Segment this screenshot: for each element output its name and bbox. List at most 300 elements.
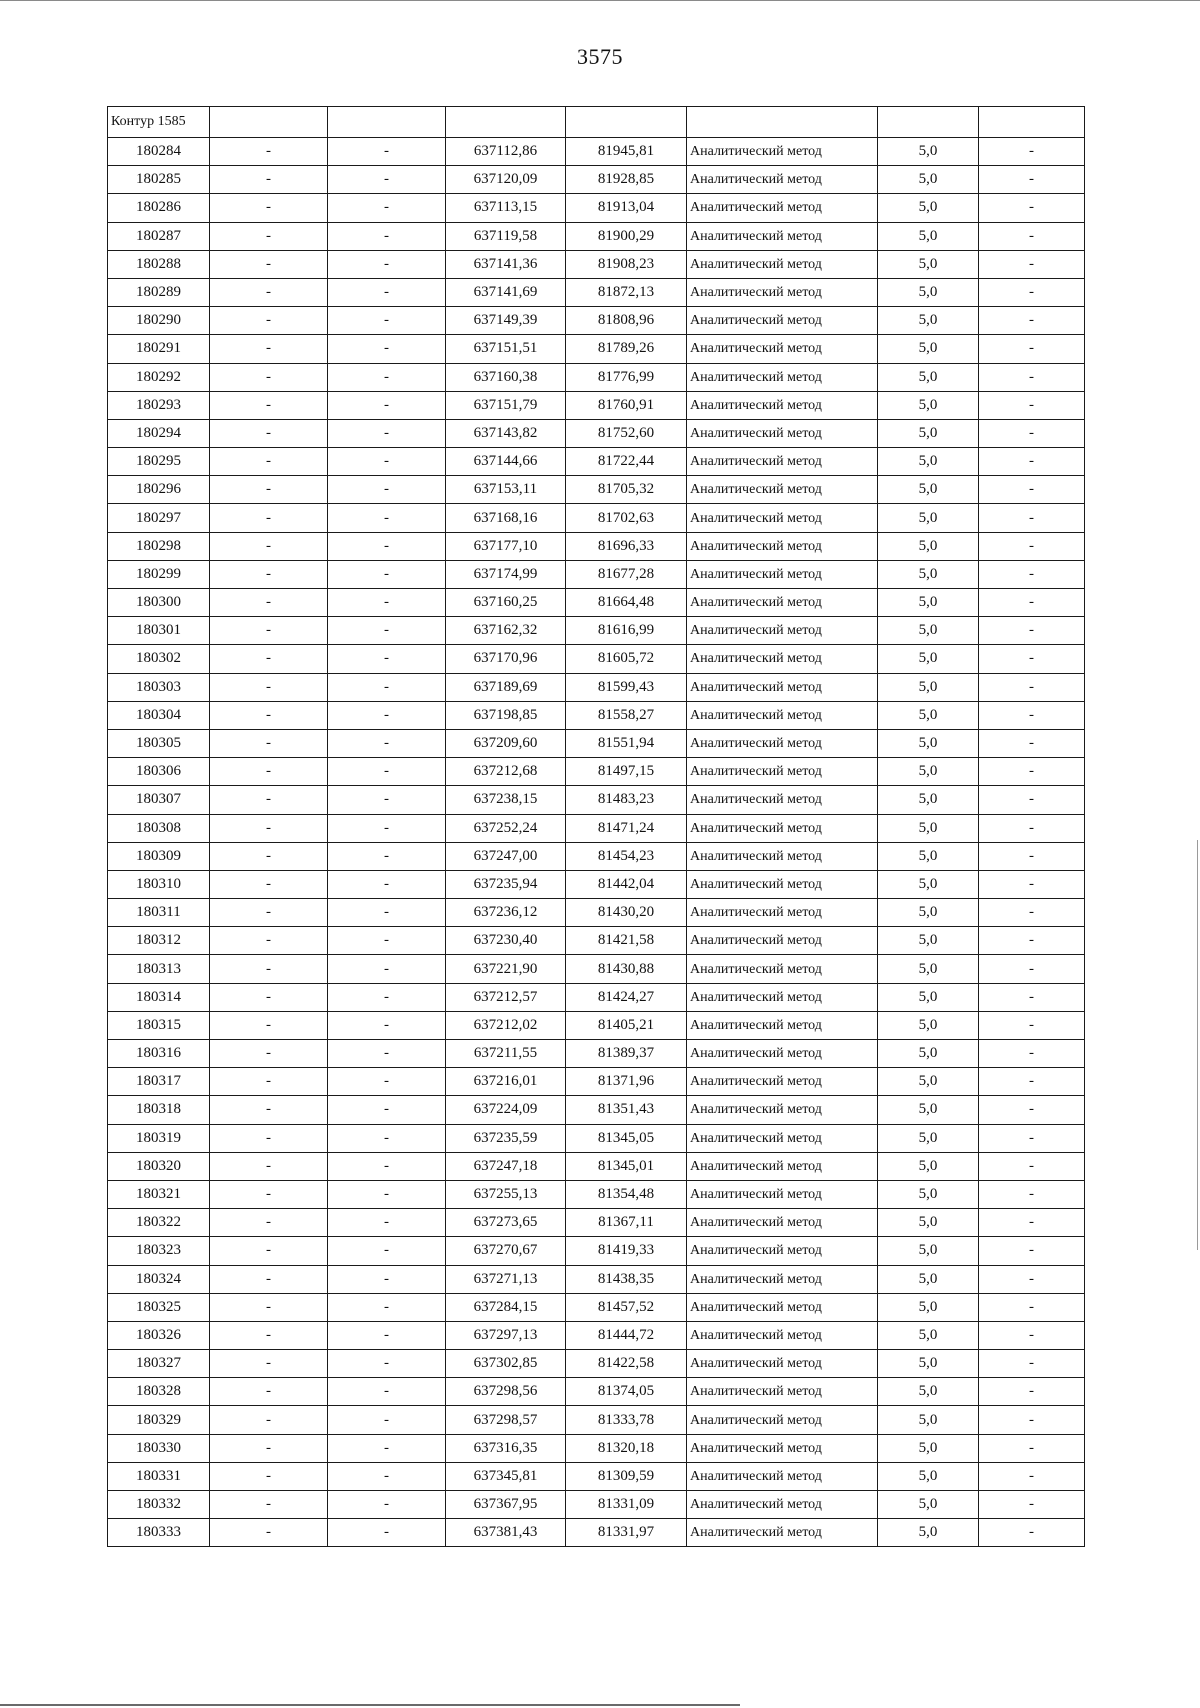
table-row bbox=[108, 1491, 1085, 1519]
accuracy-cell: 5,0 bbox=[878, 729, 979, 757]
x-coordinate-cell: 637230,40 bbox=[446, 927, 566, 955]
accuracy-cell: 5,0 bbox=[878, 1462, 979, 1490]
dash-cell: - bbox=[328, 870, 446, 898]
point-number-cell: 180328 bbox=[108, 1378, 210, 1406]
dash-cell: - bbox=[328, 842, 446, 870]
method-cell: Аналитический метод bbox=[687, 1491, 878, 1519]
contour-header-row bbox=[108, 107, 1085, 138]
point-number-cell: 180315 bbox=[108, 1011, 210, 1039]
dash-cell: - bbox=[328, 673, 446, 701]
dash-cell: - bbox=[210, 307, 328, 335]
y-coordinate-cell: 81331,09 bbox=[566, 1491, 687, 1519]
point-number-cell: 180313 bbox=[108, 955, 210, 983]
accuracy-cell: 5,0 bbox=[878, 673, 979, 701]
dash-cell: - bbox=[979, 1040, 1085, 1068]
accuracy-cell: 5,0 bbox=[878, 419, 979, 447]
dash-cell: - bbox=[210, 1152, 328, 1180]
method-cell: Аналитический метод bbox=[687, 419, 878, 447]
table-row bbox=[108, 1265, 1085, 1293]
table-row bbox=[108, 1462, 1085, 1490]
dash-cell: - bbox=[979, 1519, 1085, 1547]
y-coordinate-cell: 81702,63 bbox=[566, 504, 687, 532]
table-row bbox=[108, 1237, 1085, 1265]
x-coordinate-cell: 637168,16 bbox=[446, 504, 566, 532]
table-row bbox=[108, 335, 1085, 363]
dash-cell: - bbox=[328, 1040, 446, 1068]
table-row bbox=[108, 983, 1085, 1011]
dash-cell: - bbox=[979, 1462, 1085, 1490]
dash-cell: - bbox=[328, 138, 446, 166]
method-cell: Аналитический метод bbox=[687, 194, 878, 222]
accuracy-cell: 5,0 bbox=[878, 758, 979, 786]
dash-cell: - bbox=[979, 955, 1085, 983]
y-coordinate-cell: 81454,23 bbox=[566, 842, 687, 870]
dash-cell: - bbox=[210, 194, 328, 222]
x-coordinate-cell: 637297,13 bbox=[446, 1321, 566, 1349]
table-row bbox=[108, 1011, 1085, 1039]
dash-cell: - bbox=[210, 1350, 328, 1378]
point-number-cell: 180327 bbox=[108, 1350, 210, 1378]
accuracy-cell: 5,0 bbox=[878, 1124, 979, 1152]
empty-cell bbox=[979, 107, 1085, 138]
x-coordinate-cell: 637151,79 bbox=[446, 391, 566, 419]
method-cell: Аналитический метод bbox=[687, 138, 878, 166]
dash-cell: - bbox=[979, 1237, 1085, 1265]
x-coordinate-cell: 637198,85 bbox=[446, 701, 566, 729]
accuracy-cell: 5,0 bbox=[878, 1491, 979, 1519]
point-number-cell: 180285 bbox=[108, 166, 210, 194]
method-cell: Аналитический метод bbox=[687, 1124, 878, 1152]
dash-cell: - bbox=[328, 1434, 446, 1462]
table-row bbox=[108, 278, 1085, 306]
dash-cell: - bbox=[210, 870, 328, 898]
dash-cell: - bbox=[979, 1265, 1085, 1293]
point-number-cell: 180326 bbox=[108, 1321, 210, 1349]
contour-label: Контур 1585 bbox=[108, 107, 210, 138]
method-cell: Аналитический метод bbox=[687, 927, 878, 955]
dash-cell: - bbox=[979, 814, 1085, 842]
table-row bbox=[108, 673, 1085, 701]
y-coordinate-cell: 81421,58 bbox=[566, 927, 687, 955]
table-row bbox=[108, 786, 1085, 814]
accuracy-cell: 5,0 bbox=[878, 476, 979, 504]
table-row bbox=[108, 1040, 1085, 1068]
dash-cell: - bbox=[210, 786, 328, 814]
point-number-cell: 180332 bbox=[108, 1491, 210, 1519]
dash-cell: - bbox=[328, 814, 446, 842]
table-row bbox=[108, 955, 1085, 983]
accuracy-cell: 5,0 bbox=[878, 1068, 979, 1096]
method-cell: Аналитический метод bbox=[687, 1152, 878, 1180]
dash-cell: - bbox=[979, 1406, 1085, 1434]
dash-cell: - bbox=[979, 166, 1085, 194]
y-coordinate-cell: 81457,52 bbox=[566, 1293, 687, 1321]
dash-cell: - bbox=[328, 1124, 446, 1152]
dash-cell: - bbox=[328, 1011, 446, 1039]
table-row bbox=[108, 1293, 1085, 1321]
y-coordinate-cell: 81345,01 bbox=[566, 1152, 687, 1180]
point-number-cell: 180300 bbox=[108, 589, 210, 617]
point-number-cell: 180292 bbox=[108, 363, 210, 391]
x-coordinate-cell: 637153,11 bbox=[446, 476, 566, 504]
dash-cell: - bbox=[210, 278, 328, 306]
dash-cell: - bbox=[210, 589, 328, 617]
table-row bbox=[108, 701, 1085, 729]
accuracy-cell: 5,0 bbox=[878, 645, 979, 673]
method-cell: Аналитический метод bbox=[687, 983, 878, 1011]
method-cell: Аналитический метод bbox=[687, 1406, 878, 1434]
dash-cell: - bbox=[979, 250, 1085, 278]
x-coordinate-cell: 637235,59 bbox=[446, 1124, 566, 1152]
table-row bbox=[108, 1068, 1085, 1096]
dash-cell: - bbox=[210, 1293, 328, 1321]
dash-cell: - bbox=[979, 138, 1085, 166]
dash-cell: - bbox=[979, 1180, 1085, 1208]
dash-cell: - bbox=[210, 250, 328, 278]
dash-cell: - bbox=[328, 363, 446, 391]
dash-cell: - bbox=[328, 927, 446, 955]
dash-cell: - bbox=[979, 617, 1085, 645]
y-coordinate-cell: 81374,05 bbox=[566, 1378, 687, 1406]
table-row bbox=[108, 1321, 1085, 1349]
method-cell: Аналитический метод bbox=[687, 504, 878, 532]
method-cell: Аналитический метод bbox=[687, 363, 878, 391]
x-coordinate-cell: 637174,99 bbox=[446, 560, 566, 588]
accuracy-cell: 5,0 bbox=[878, 363, 979, 391]
dash-cell: - bbox=[210, 504, 328, 532]
method-cell: Аналитический метод bbox=[687, 786, 878, 814]
x-coordinate-cell: 637302,85 bbox=[446, 1350, 566, 1378]
point-number-cell: 180314 bbox=[108, 983, 210, 1011]
method-cell: Аналитический метод bbox=[687, 278, 878, 306]
method-cell: Аналитический метод bbox=[687, 222, 878, 250]
method-cell: Аналитический метод bbox=[687, 701, 878, 729]
y-coordinate-cell: 81371,96 bbox=[566, 1068, 687, 1096]
dash-cell: - bbox=[210, 222, 328, 250]
dash-cell: - bbox=[979, 363, 1085, 391]
table-row bbox=[108, 560, 1085, 588]
dash-cell: - bbox=[210, 1237, 328, 1265]
x-coordinate-cell: 637255,13 bbox=[446, 1180, 566, 1208]
x-coordinate-cell: 637144,66 bbox=[446, 448, 566, 476]
y-coordinate-cell: 81333,78 bbox=[566, 1406, 687, 1434]
point-number-cell: 180322 bbox=[108, 1209, 210, 1237]
point-number-cell: 180284 bbox=[108, 138, 210, 166]
dash-cell: - bbox=[328, 532, 446, 560]
table-row bbox=[108, 194, 1085, 222]
table-row bbox=[108, 814, 1085, 842]
y-coordinate-cell: 81389,37 bbox=[566, 1040, 687, 1068]
dash-cell: - bbox=[210, 955, 328, 983]
x-coordinate-cell: 637189,69 bbox=[446, 673, 566, 701]
dash-cell: - bbox=[210, 1124, 328, 1152]
dash-cell: - bbox=[979, 504, 1085, 532]
table-row bbox=[108, 589, 1085, 617]
accuracy-cell: 5,0 bbox=[878, 138, 979, 166]
dash-cell: - bbox=[979, 1491, 1085, 1519]
dash-cell: - bbox=[328, 504, 446, 532]
method-cell: Аналитический метод bbox=[687, 307, 878, 335]
dash-cell: - bbox=[979, 645, 1085, 673]
x-coordinate-cell: 637367,95 bbox=[446, 1491, 566, 1519]
y-coordinate-cell: 81419,33 bbox=[566, 1237, 687, 1265]
point-number-cell: 180311 bbox=[108, 899, 210, 927]
y-coordinate-cell: 81677,28 bbox=[566, 560, 687, 588]
accuracy-cell: 5,0 bbox=[878, 1434, 979, 1462]
empty-cell bbox=[210, 107, 328, 138]
accuracy-cell: 5,0 bbox=[878, 194, 979, 222]
table-row bbox=[108, 448, 1085, 476]
accuracy-cell: 5,0 bbox=[878, 617, 979, 645]
dash-cell: - bbox=[328, 166, 446, 194]
x-coordinate-cell: 637151,51 bbox=[446, 335, 566, 363]
dash-cell: - bbox=[979, 194, 1085, 222]
dash-cell: - bbox=[210, 448, 328, 476]
method-cell: Аналитический метод bbox=[687, 166, 878, 194]
x-coordinate-cell: 637284,15 bbox=[446, 1293, 566, 1321]
point-number-cell: 180308 bbox=[108, 814, 210, 842]
method-cell: Аналитический метод bbox=[687, 1180, 878, 1208]
table-row bbox=[108, 476, 1085, 504]
method-cell: Аналитический метод bbox=[687, 1434, 878, 1462]
dash-cell: - bbox=[979, 673, 1085, 701]
method-cell: Аналитический метод bbox=[687, 758, 878, 786]
y-coordinate-cell: 81945,81 bbox=[566, 138, 687, 166]
accuracy-cell: 5,0 bbox=[878, 448, 979, 476]
dash-cell: - bbox=[979, 899, 1085, 927]
dash-cell: - bbox=[328, 1096, 446, 1124]
dash-cell: - bbox=[210, 1491, 328, 1519]
accuracy-cell: 5,0 bbox=[878, 560, 979, 588]
empty-cell bbox=[566, 107, 687, 138]
table-row bbox=[108, 1096, 1085, 1124]
point-number-cell: 180306 bbox=[108, 758, 210, 786]
accuracy-cell: 5,0 bbox=[878, 955, 979, 983]
method-cell: Аналитический метод bbox=[687, 391, 878, 419]
table-row bbox=[108, 645, 1085, 673]
x-coordinate-cell: 637345,81 bbox=[446, 1462, 566, 1490]
dash-cell: - bbox=[210, 391, 328, 419]
y-coordinate-cell: 81616,99 bbox=[566, 617, 687, 645]
point-number-cell: 180290 bbox=[108, 307, 210, 335]
dash-cell: - bbox=[328, 1293, 446, 1321]
accuracy-cell: 5,0 bbox=[878, 1040, 979, 1068]
x-coordinate-cell: 637162,32 bbox=[446, 617, 566, 645]
y-coordinate-cell: 81430,88 bbox=[566, 955, 687, 983]
x-coordinate-cell: 637212,02 bbox=[446, 1011, 566, 1039]
y-coordinate-cell: 81497,15 bbox=[566, 758, 687, 786]
method-cell: Аналитический метод bbox=[687, 1068, 878, 1096]
table-row bbox=[108, 166, 1085, 194]
x-coordinate-cell: 637298,57 bbox=[446, 1406, 566, 1434]
method-cell: Аналитический метод bbox=[687, 1321, 878, 1349]
accuracy-cell: 5,0 bbox=[878, 814, 979, 842]
dash-cell: - bbox=[979, 983, 1085, 1011]
method-cell: Аналитический метод bbox=[687, 814, 878, 842]
x-coordinate-cell: 637381,43 bbox=[446, 1519, 566, 1547]
dash-cell: - bbox=[210, 1096, 328, 1124]
accuracy-cell: 5,0 bbox=[878, 1265, 979, 1293]
table-row bbox=[108, 1434, 1085, 1462]
dash-cell: - bbox=[210, 1406, 328, 1434]
x-coordinate-cell: 637160,25 bbox=[446, 589, 566, 617]
x-coordinate-cell: 637298,56 bbox=[446, 1378, 566, 1406]
dash-cell: - bbox=[210, 1434, 328, 1462]
y-coordinate-cell: 81808,96 bbox=[566, 307, 687, 335]
dash-cell: - bbox=[328, 645, 446, 673]
y-coordinate-cell: 81605,72 bbox=[566, 645, 687, 673]
dash-cell: - bbox=[328, 476, 446, 504]
point-number-cell: 180317 bbox=[108, 1068, 210, 1096]
accuracy-cell: 5,0 bbox=[878, 1293, 979, 1321]
y-coordinate-cell: 81424,27 bbox=[566, 983, 687, 1011]
dash-cell: - bbox=[979, 335, 1085, 363]
y-coordinate-cell: 81442,04 bbox=[566, 870, 687, 898]
x-coordinate-cell: 637149,39 bbox=[446, 307, 566, 335]
dash-cell: - bbox=[979, 1068, 1085, 1096]
dash-cell: - bbox=[979, 589, 1085, 617]
dash-cell: - bbox=[328, 1265, 446, 1293]
dash-cell: - bbox=[328, 278, 446, 306]
x-coordinate-cell: 637316,35 bbox=[446, 1434, 566, 1462]
coordinates-table-body bbox=[108, 107, 1085, 1547]
x-coordinate-cell: 637236,12 bbox=[446, 899, 566, 927]
method-cell: Аналитический метод bbox=[687, 1519, 878, 1547]
method-cell: Аналитический метод bbox=[687, 1011, 878, 1039]
table-row bbox=[108, 842, 1085, 870]
table-row bbox=[108, 250, 1085, 278]
dash-cell: - bbox=[979, 1152, 1085, 1180]
point-number-cell: 180330 bbox=[108, 1434, 210, 1462]
point-number-cell: 180329 bbox=[108, 1406, 210, 1434]
dash-cell: - bbox=[979, 1350, 1085, 1378]
dash-cell: - bbox=[979, 476, 1085, 504]
y-coordinate-cell: 81789,26 bbox=[566, 335, 687, 363]
dash-cell: - bbox=[328, 1321, 446, 1349]
table-row bbox=[108, 927, 1085, 955]
method-cell: Аналитический метод bbox=[687, 1293, 878, 1321]
y-coordinate-cell: 81705,32 bbox=[566, 476, 687, 504]
dash-cell: - bbox=[979, 758, 1085, 786]
dash-cell: - bbox=[979, 307, 1085, 335]
point-number-cell: 180302 bbox=[108, 645, 210, 673]
accuracy-cell: 5,0 bbox=[878, 307, 979, 335]
dash-cell: - bbox=[210, 1321, 328, 1349]
method-cell: Аналитический метод bbox=[687, 448, 878, 476]
dash-cell: - bbox=[210, 532, 328, 560]
dash-cell: - bbox=[210, 701, 328, 729]
x-coordinate-cell: 637212,57 bbox=[446, 983, 566, 1011]
accuracy-cell: 5,0 bbox=[878, 842, 979, 870]
dash-cell: - bbox=[979, 532, 1085, 560]
dash-cell: - bbox=[979, 448, 1085, 476]
dash-cell: - bbox=[210, 842, 328, 870]
dash-cell: - bbox=[328, 1180, 446, 1208]
dash-cell: - bbox=[328, 222, 446, 250]
y-coordinate-cell: 81367,11 bbox=[566, 1209, 687, 1237]
y-coordinate-cell: 81354,48 bbox=[566, 1180, 687, 1208]
dash-cell: - bbox=[328, 1519, 446, 1547]
method-cell: Аналитический метод bbox=[687, 1350, 878, 1378]
x-coordinate-cell: 637112,86 bbox=[446, 138, 566, 166]
point-number-cell: 180297 bbox=[108, 504, 210, 532]
dash-cell: - bbox=[210, 899, 328, 927]
dash-cell: - bbox=[979, 1209, 1085, 1237]
dash-cell: - bbox=[328, 983, 446, 1011]
table-row bbox=[108, 870, 1085, 898]
dash-cell: - bbox=[328, 701, 446, 729]
empty-cell bbox=[878, 107, 979, 138]
y-coordinate-cell: 81345,05 bbox=[566, 1124, 687, 1152]
dash-cell: - bbox=[210, 363, 328, 391]
point-number-cell: 180305 bbox=[108, 729, 210, 757]
x-coordinate-cell: 637113,15 bbox=[446, 194, 566, 222]
x-coordinate-cell: 637221,90 bbox=[446, 955, 566, 983]
dash-cell: - bbox=[210, 1180, 328, 1208]
point-number-cell: 180324 bbox=[108, 1265, 210, 1293]
dash-cell: - bbox=[210, 758, 328, 786]
accuracy-cell: 5,0 bbox=[878, 701, 979, 729]
dash-cell: - bbox=[979, 1378, 1085, 1406]
dash-cell: - bbox=[210, 419, 328, 447]
x-coordinate-cell: 637119,58 bbox=[446, 222, 566, 250]
dash-cell: - bbox=[210, 645, 328, 673]
page-number: 3575 bbox=[577, 44, 623, 69]
dash-cell: - bbox=[328, 758, 446, 786]
dash-cell: - bbox=[328, 786, 446, 814]
point-number-cell: 180287 bbox=[108, 222, 210, 250]
table-row bbox=[108, 617, 1085, 645]
dash-cell: - bbox=[210, 814, 328, 842]
point-number-cell: 180304 bbox=[108, 701, 210, 729]
dash-cell: - bbox=[210, 166, 328, 194]
table-row bbox=[108, 729, 1085, 757]
method-cell: Аналитический метод bbox=[687, 1096, 878, 1124]
dash-cell: - bbox=[328, 1491, 446, 1519]
table-row bbox=[108, 899, 1085, 927]
y-coordinate-cell: 81913,04 bbox=[566, 194, 687, 222]
x-coordinate-cell: 637235,94 bbox=[446, 870, 566, 898]
dash-cell: - bbox=[210, 1265, 328, 1293]
point-number-cell: 180296 bbox=[108, 476, 210, 504]
dash-cell: - bbox=[979, 1321, 1085, 1349]
dash-cell: - bbox=[979, 419, 1085, 447]
dash-cell: - bbox=[979, 391, 1085, 419]
dash-cell: - bbox=[328, 391, 446, 419]
dash-cell: - bbox=[979, 701, 1085, 729]
accuracy-cell: 5,0 bbox=[878, 1406, 979, 1434]
accuracy-cell: 5,0 bbox=[878, 278, 979, 306]
dash-cell: - bbox=[979, 1124, 1085, 1152]
method-cell: Аналитический метод bbox=[687, 1462, 878, 1490]
table-row bbox=[108, 1209, 1085, 1237]
method-cell: Аналитический метод bbox=[687, 617, 878, 645]
empty-cell bbox=[687, 107, 878, 138]
dash-cell: - bbox=[979, 560, 1085, 588]
dash-cell: - bbox=[328, 194, 446, 222]
point-number-cell: 180303 bbox=[108, 673, 210, 701]
table-row bbox=[108, 222, 1085, 250]
dash-cell: - bbox=[328, 729, 446, 757]
point-number-cell: 180293 bbox=[108, 391, 210, 419]
dash-cell: - bbox=[328, 1350, 446, 1378]
point-number-cell: 180318 bbox=[108, 1096, 210, 1124]
y-coordinate-cell: 81309,59 bbox=[566, 1462, 687, 1490]
point-number-cell: 180325 bbox=[108, 1293, 210, 1321]
y-coordinate-cell: 81438,35 bbox=[566, 1265, 687, 1293]
point-number-cell: 180288 bbox=[108, 250, 210, 278]
x-coordinate-cell: 637273,65 bbox=[446, 1209, 566, 1237]
